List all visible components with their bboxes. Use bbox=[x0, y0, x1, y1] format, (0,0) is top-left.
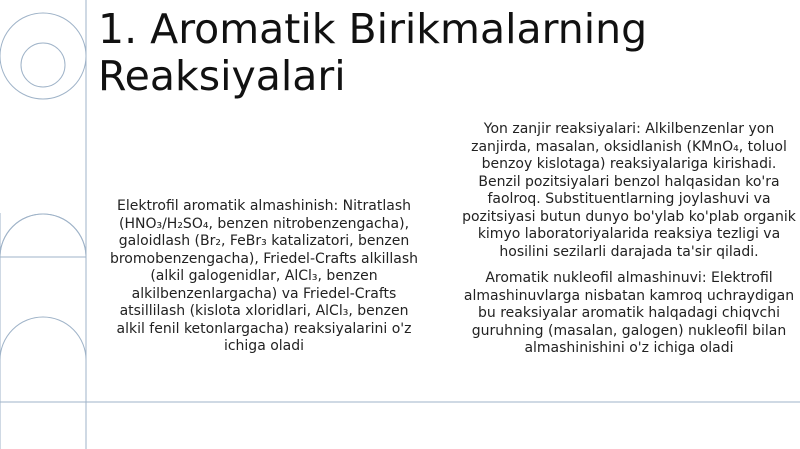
decorative-circle-small bbox=[21, 43, 65, 87]
decorative-arch-upper bbox=[0, 214, 86, 257]
decorative-arch-lower bbox=[0, 317, 86, 402]
nucleophilic-substitution-text: Aromatik nukleofil almashinuvi: Elektrofil almashinuvlarga nisbatan kamroq uchraydigan bu reaksiyalar aromatik halqadagi chiqvchi guruhning (masalan, galogen) nukleofil bilan almashinishini o'z ichiga oladi bbox=[463, 270, 795, 356]
decorative-circle-large bbox=[0, 13, 86, 99]
decorative-arch-upper-inner bbox=[0, 214, 86, 257]
slide-title: 1. Aromatik Birikmalarning Reaksiyalari bbox=[98, 5, 648, 100]
side-chain-reactions-text: Yon zanjir reaksiyalari: Alkilbenzenlar yon zanjirda, masalan, oksidlanish (KMnO₄, toluol benzoy kislotaga) reaksiyalariga kirishadi. Benzil pozitsiyalari benzol halqasidan ko'ra faolroq. Substituentlarning joylashuvi va pozitsiyasi butun dunyo bo'ylab ko'plab organik kimyo laboratoriyalarida reaksiya tezligi va hosilini sezilarli darajada ta'sir qiladi. bbox=[462, 121, 796, 260]
right-text-column bbox=[462, 121, 796, 367]
left-text-column bbox=[104, 198, 424, 356]
electrophilic-substitution-text: Elektrofil aromatik almashinish: Nitratlash (HNO₃/H₂SO₄, benzen nitrobenzengacha), galoidlash (Br₂, FeBr₃ katalizatori, benzen bromobenzengacha), Friedel-Crafts alkillash (alkil galogenidlar, AlCl₃, benzen alkilbenzenlargacha) va Friedel-Crafts atsillilash (kislota xloridlari, AlCl₃, benzen alkil fenil ketonlargacha) reaksiyalarini o'z ichiga oladi bbox=[109, 198, 419, 354]
